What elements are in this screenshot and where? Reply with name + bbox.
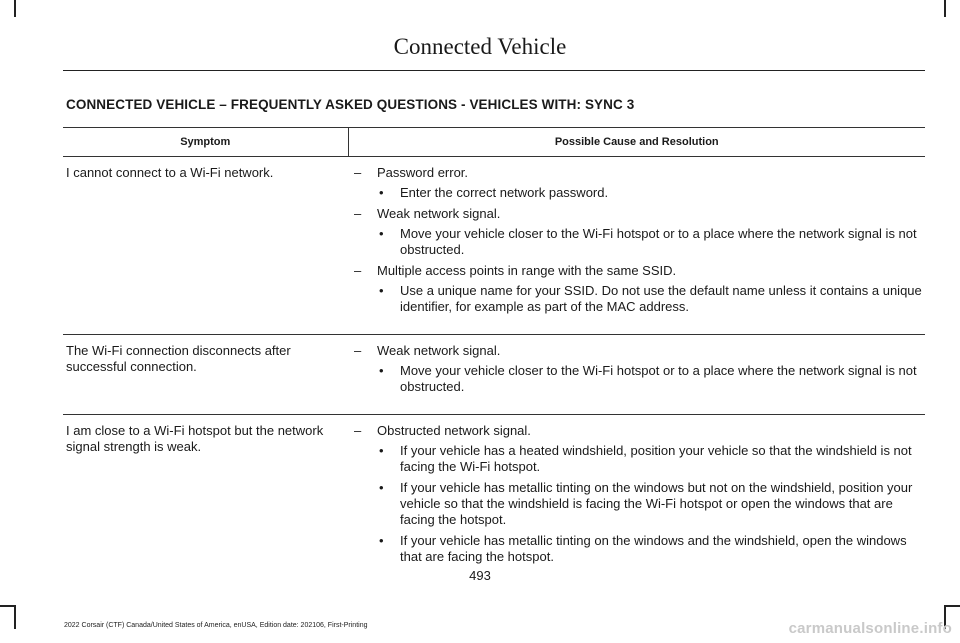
column-header-symptom: Symptom	[63, 128, 348, 157]
cause-item	[354, 206, 923, 222]
resolution-text: If your vehicle has metallic tinting on the windows and the windshield, open the windows that are facing the hotspot.	[400, 533, 907, 564]
watermark-logo: carmanualsonline.info	[788, 620, 952, 637]
resolution-text: If your vehicle has metallic tinting on the windows but not on the windshield, position your vehicle so that the windshield is facing the Wi-Fi hotspot or open the windows that are facing the hotspot.	[400, 480, 913, 527]
chapter-title: Connected Vehicle	[393, 34, 567, 59]
bullet-marker: •	[379, 480, 384, 495]
resolution-text: Enter the correct network password.	[400, 185, 609, 200]
dash-marker: –	[354, 206, 362, 221]
dash-marker: –	[354, 165, 362, 180]
bullet-marker: •	[379, 363, 384, 378]
symptom-cell: I cannot connect to a Wi-Fi network.	[63, 157, 348, 335]
column-header-resolution: Possible Cause and Resolution	[348, 128, 925, 157]
resolution-item	[377, 480, 923, 528]
cause-text: Password error.	[377, 165, 469, 180]
bullet-marker: •	[379, 443, 384, 458]
cause-text: Obstructed network signal.	[377, 423, 531, 438]
cause-text: Weak network signal.	[377, 343, 501, 358]
cause-text: Weak network signal.	[377, 206, 501, 221]
symptom-cell: The Wi-Fi connection disconnects after successful connection.	[63, 335, 348, 415]
cause-item	[354, 343, 923, 359]
cause-item	[354, 423, 923, 439]
table-header-row	[63, 128, 925, 157]
bullet-marker: •	[379, 533, 384, 548]
resolution-item	[377, 283, 923, 315]
table-row	[63, 335, 925, 415]
resolution-cell	[348, 157, 925, 335]
page-number: 493	[469, 568, 491, 583]
resolution-cell	[348, 335, 925, 415]
resolution-text: Move your vehicle closer to the Wi-Fi hotspot or to a place where the network signal is not obstructed.	[400, 363, 917, 394]
cause-text: Multiple access points in range with the same SSID.	[377, 263, 677, 278]
crop-mark-top-left	[14, 0, 16, 17]
crop-mark-bottom-left	[0, 605, 16, 629]
section-title: CONNECTED VEHICLE – FREQUENTLY ASKED QUESTIONS - VEHICLES WITH: SYNC 3	[66, 97, 635, 112]
symptom-cell: I am close to a Wi-Fi hotspot but the network signal strength is weak.	[66, 423, 324, 454]
edition-footer: 2022 Corsair (CTF) Canada/United States of America, enUSA, Edition date: 202106, First-Printing	[64, 622, 368, 629]
table-row	[63, 415, 925, 585]
resolution-item	[377, 185, 923, 201]
bullet-marker: •	[379, 185, 384, 200]
resolution-item	[377, 226, 923, 258]
bullet-marker: •	[379, 226, 384, 241]
resolution-item	[377, 443, 923, 475]
dash-marker: –	[354, 263, 362, 278]
resolution-cell	[348, 415, 925, 585]
resolution-item	[377, 363, 923, 395]
dash-marker: –	[354, 423, 362, 438]
cause-item	[354, 165, 923, 181]
faq-table	[63, 127, 925, 584]
resolution-item	[377, 533, 923, 565]
crop-mark-top-right	[944, 0, 946, 17]
resolution-text: If your vehicle has a heated windshield, position your vehicle so that the windshield is not facing the Wi-Fi hotspot.	[400, 443, 912, 474]
bullet-marker: •	[379, 283, 384, 298]
resolution-text: Move your vehicle closer to the Wi-Fi hotspot or to a place where the network signal is not obstructed.	[400, 226, 917, 257]
header-rule	[63, 70, 925, 71]
cause-item	[354, 263, 923, 279]
dash-marker: –	[354, 343, 362, 358]
table-row	[63, 157, 925, 335]
resolution-text: Use a unique name for your SSID. Do not use the default name unless it contains a unique identifier, for example as part of the MAC address.	[400, 283, 922, 314]
